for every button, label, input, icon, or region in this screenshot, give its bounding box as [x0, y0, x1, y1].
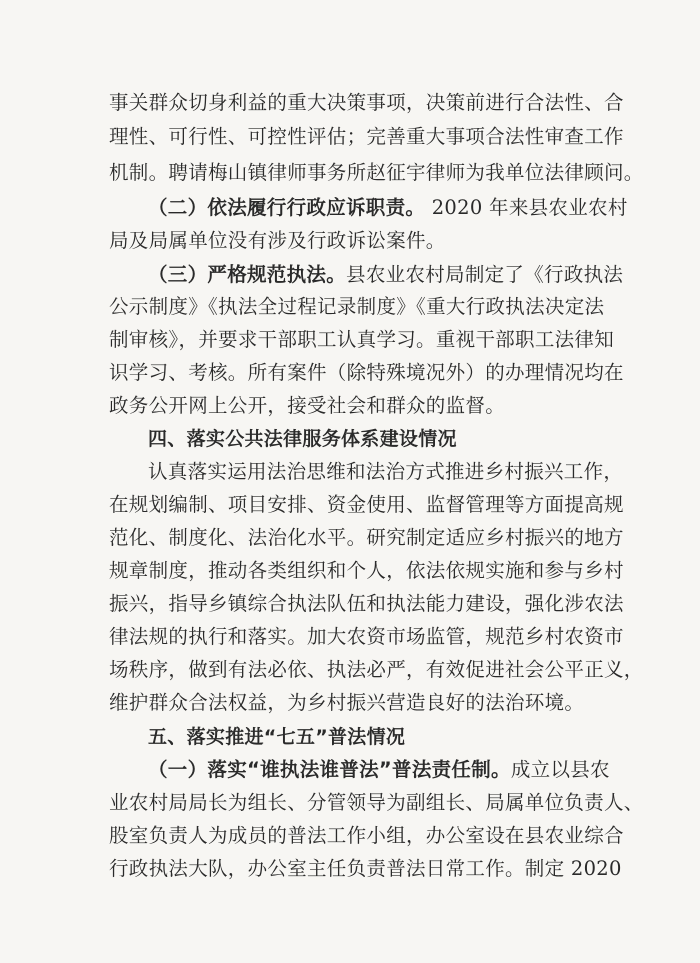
text-line: 理性、可行性、可控性评估；完善重大事项合法性审查工作 — [109, 125, 624, 148]
section-heading: 四、落实公共法律服务体系建设情况 — [148, 428, 457, 450]
text-line: 政务公开网上公开，接受社会和群众的监督。 — [109, 394, 506, 417]
text-span: 2020 年来县农业农村 — [425, 196, 628, 219]
text-line: 在规划编制、项目安排、资金使用、监督管理等方面提高规 — [109, 493, 624, 516]
text-line: 业农村局局长为组长、分管领导为副组长、局属单位负责人、 — [109, 791, 644, 814]
text-line: 公示制度》《执法全过程记录制度》《重大行政执法决定法 — [109, 295, 605, 318]
text-line: 范化、制度化、法治化水平。研究制定适应乡村振兴的地方 — [109, 526, 624, 549]
subsection-heading: （一）落实“谁执法谁普法”普法责任制。 — [148, 758, 511, 781]
text-line: 识学习、考核。所有案件（除特殊境况外）的办理情况均在 — [109, 361, 624, 384]
text-line: 机制。聘请梅山镇律师事务所赵征宇律师为我单位法律顾问。 — [109, 161, 644, 184]
text-line: 局及局属单位没有涉及行政诉讼案件。 — [109, 229, 446, 252]
text-line: 场秩序，做到有法必依、执法必严，有效促进社会公平正义， — [109, 658, 644, 681]
text-line: 律法规的执行和落实。加大农资市场监管，规范乡村农资市 — [109, 625, 624, 648]
text-line: 事关群众切身利益的重大决策事项，决策前进行合法性、合 — [109, 91, 624, 114]
text-line — [148, 755, 610, 785]
text-line — [148, 193, 628, 223]
subsection-heading: （二）依法履行行政应诉职责。 — [148, 196, 426, 219]
text-line — [148, 260, 624, 290]
text-span: 成立以县农 — [510, 758, 610, 781]
text-line: 维护群众合法权益，为乡村振兴营造良好的法治环境。 — [109, 691, 585, 714]
section-heading: 五、落实推进“七五”普法情况 — [148, 726, 406, 748]
text-line: 振兴，指导乡镇综合执法队伍和执法能力建设，强化涉农法 — [109, 592, 624, 615]
subsection-heading: （三）严格规范执法。 — [148, 263, 347, 286]
text-line: 制审核》，并要求干部职工认真学习。重视干部职工法律知 — [109, 328, 615, 351]
text-span: 县农业农村局制定了《行政执法 — [346, 263, 624, 286]
text-line: 股室负责人为成员的普法工作小组，办公室设在县农业综合 — [109, 824, 624, 847]
text-line: 规章制度，推动各类组织和个人，依法依规实施和参与乡村 — [109, 559, 624, 582]
text-line: 认真落实运用法治思维和法治方式推进乡村振兴工作， — [148, 460, 624, 483]
text-line: 行政执法大队，办公室主任负责普法日常工作。制定 2020 — [109, 857, 622, 880]
